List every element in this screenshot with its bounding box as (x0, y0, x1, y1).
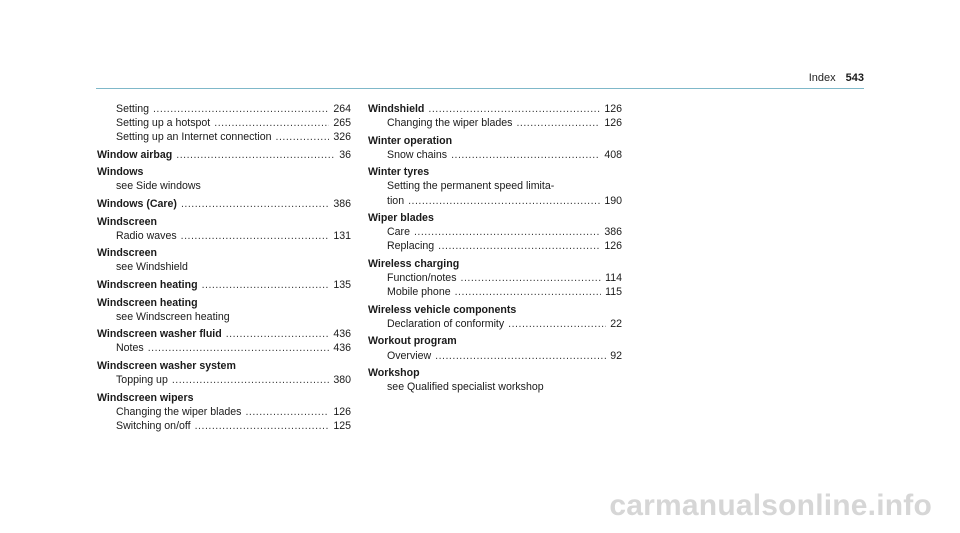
index-subentry[interactable]: Declaration of conformity ..... 22 (368, 317, 622, 331)
index-term: Workout program (368, 335, 457, 348)
index-term: Windscreen washer system (97, 360, 236, 372)
index-entry (368, 102, 622, 130)
index-entry (97, 359, 351, 387)
index-subentry[interactable]: Care ..... 386 (368, 225, 622, 239)
index-term: Wireless vehicle components (368, 303, 517, 316)
index-term-line[interactable]: Windscreen washer fluid ..... 436 (97, 327, 351, 341)
index-entry (97, 102, 351, 144)
index-subentry[interactable]: Overview ..... 92 (368, 349, 622, 363)
page-number: 543 (845, 72, 864, 84)
index-entry (368, 165, 622, 207)
index-subentry[interactable]: Topping up ..... 380 (97, 373, 351, 387)
index-entry (368, 211, 622, 253)
index-entry (97, 148, 351, 162)
see-reference[interactable]: see Windscreen heating (116, 310, 230, 323)
index-subentry[interactable]: Snow chains ..... 408 (368, 148, 622, 162)
index-subentry[interactable]: Setting up a hotspot ..... 265 (97, 116, 351, 130)
index-entry (368, 134, 622, 162)
index-subentry-wrap: Setting the permanent speed limita- (387, 180, 555, 193)
index-term-line[interactable]: Windshield ..... 126 (368, 102, 622, 116)
index-column-left (97, 102, 351, 433)
index-subentry[interactable]: Setting ..... 264 (97, 102, 351, 116)
header-rule (96, 88, 864, 89)
index-entry (97, 215, 351, 243)
index-subentry[interactable]: Radio waves ..... 131 (97, 229, 351, 243)
index-entry (97, 197, 351, 211)
index-entry (97, 296, 351, 324)
index-term: Wireless charging (368, 257, 460, 270)
index-term: Windscreen (97, 215, 157, 228)
index-term: Windows (97, 166, 144, 179)
index-term: Winter operation (368, 134, 453, 147)
index-term: Windscreen heating (97, 296, 198, 309)
index-entry (368, 257, 622, 299)
index-entry (368, 334, 622, 362)
index-term: Winter tyres (368, 166, 430, 179)
index-subentry[interactable]: Setting up an Internet connection ..... 326 (97, 130, 351, 144)
index-column-right (368, 102, 622, 394)
section-label: Index (808, 72, 836, 84)
index-subentry[interactable]: Switching on/off ..... 125 (97, 419, 351, 433)
index-subentry[interactable]: Changing the wiper blades ..... 126 (97, 405, 351, 419)
index-subentry[interactable]: Notes ..... 436 (97, 341, 351, 355)
index-entry (97, 246, 351, 274)
index-term: Workshop (368, 367, 420, 380)
index-term: Windscreen wipers (97, 391, 194, 404)
see-reference[interactable]: see Side windows (116, 180, 201, 193)
index-entry (97, 391, 351, 433)
index-subentry[interactable]: Mobile phone ..... 115 (368, 285, 622, 299)
watermark: carmanualsonline.info (609, 489, 932, 522)
index-subentry[interactable]: Replacing ..... 126 (368, 239, 622, 253)
index-term-line[interactable]: Window airbag ..... 36 (97, 148, 351, 162)
index-term-line[interactable]: Windscreen heating ..... 135 (97, 278, 351, 292)
index-entry (368, 303, 622, 331)
index-term: Wiper blades (368, 212, 434, 225)
index-entry (97, 278, 351, 292)
see-reference[interactable]: see Windshield (116, 261, 188, 274)
index-subentry[interactable]: tion ..... 190 (368, 194, 622, 208)
see-reference[interactable]: see Qualified specialist workshop (387, 381, 544, 394)
page-header (809, 72, 864, 85)
index-subentry[interactable]: Changing the wiper blades ..... 126 (368, 116, 622, 130)
index-term-line[interactable]: Windows (Care) ..... 386 (97, 197, 351, 211)
index-term: Windscreen (97, 247, 157, 260)
index-subentry[interactable]: Function/notes ..... 114 (368, 271, 622, 285)
index-entry (368, 366, 622, 394)
index-entry (97, 165, 351, 193)
index-entry (97, 327, 351, 355)
